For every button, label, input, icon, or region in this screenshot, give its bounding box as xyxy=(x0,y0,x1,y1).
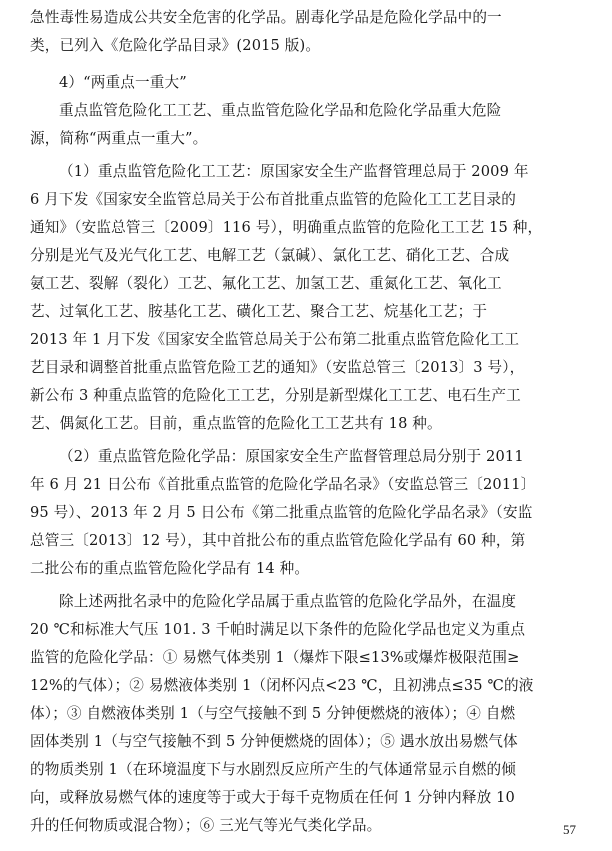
text-line: 升的任何物质或混合物）；⑥ 三光气等光气类化学品。 xyxy=(30,817,382,834)
text-line: 二批公布的重点监管危险化学品有 14 种。 xyxy=(30,560,310,577)
text-line: 新公布 3 种重点监管的危险化工工艺，分别是新型煤化工工艺、电石生产工 xyxy=(30,387,521,404)
text-line: 艺目录和调整首批重点监管危险工艺的通知》（安监总管三〔2013〕3 号）， xyxy=(30,359,525,376)
text-line: 体）；③ 自燃液体类别 1（与空气接触不到 5 分钟便燃烧的液体）；④ 自燃 xyxy=(30,705,516,722)
text-line: 年 6 月 21 日公布《首批重点监管的危险化学品名录》（安监总管三〔2011〕 xyxy=(30,476,536,493)
text-line: 的物质类别 1（在环境温度下与水剧烈反应所产生的气体通常显示自燃的倾 xyxy=(30,761,517,778)
text-line: 6 月下发《国家安全监管总局关于公布首批重点监管的危险化工工艺目录的 xyxy=(30,191,517,208)
section-heading: 4）“两重点一重大” xyxy=(59,74,187,91)
text-line: 2013 年 1 月下发《国家安全监管总局关于公布第二批重点监管危险化工工 xyxy=(30,331,520,348)
text-line: 急性毒性易造成公共安全危害的化学品。剧毒化学品是危险化学品中的一 xyxy=(30,9,502,26)
text-line: （1）重点监管危险化工工艺：原国家安全生产监督管理总局于 2009 年 xyxy=(59,163,529,180)
text-line: 源，简称“两重点一重大”。 xyxy=(30,130,208,147)
text-line: 分别是光气及光气化工艺、电解工艺（氯碱）、氯化工艺、硝化工艺、合成 xyxy=(30,247,510,264)
text-line: 氨工艺、裂解（裂化）工艺、氟化工艺、加氢工艺、重氮化工艺、氧化工 xyxy=(30,275,502,292)
text-line: 20 ℃和标准大气压 101. 3 千帕时满足以下条件的危险化学品也定义为重点 xyxy=(30,621,526,638)
text-line: 向，或释放易燃气体的速度等于或大于每千克物质在任何 1 分钟内释放 10 xyxy=(30,789,515,806)
page-number: 57 xyxy=(563,822,576,837)
text-line: 监管的危险化学品：① 易燃气体类别 1（爆炸下限≤13%或爆炸极限范围≥ xyxy=(30,649,520,666)
text-line: 类，已列入《危险化学品目录》(2015 版)。 xyxy=(30,37,321,54)
text-line: 95 号）、2013 年 2 月 5 日公布《第二批重点监管的危险化学品名录》（安监 xyxy=(30,504,533,521)
text-line: （2）重点监管危险化学品：原国家安全生产监督管理总局分别于 2011 xyxy=(59,448,524,465)
text-line: 除上述两批名录中的危险化学品属于重点监管的危险化学品外，在温度 xyxy=(59,593,517,610)
text-line: 固体类别 1（与空气接触不到 5 分钟便燃烧的固体）；⑤ 遇水放出易燃气体 xyxy=(30,733,518,750)
text-line: 重点监管危险化工工艺、重点监管危险化学品和危险化学品重大危险 xyxy=(59,102,502,119)
text-line: 艺、偶氮化工艺。目前，重点监管的危险化工工艺共有 18 种。 xyxy=(30,415,442,432)
text-line: 艺、过氧化工艺、胺基化工艺、磺化工艺、聚合工艺、烷基化工艺；于 xyxy=(30,303,488,320)
text-line: 总管三〔2013〕12 号），其中首批公布的重点监管危险化学品有 60 种，第 xyxy=(30,532,526,549)
text-line: 通知》（安监总管三〔2009〕116 号），明确重点监管的危险化工工艺 15 种， xyxy=(30,219,543,236)
text-line: 12%的气体）；② 易燃液体类别 1（闭杯闪点<23 ℃，且初沸点≤35 ℃的液 xyxy=(30,677,534,694)
